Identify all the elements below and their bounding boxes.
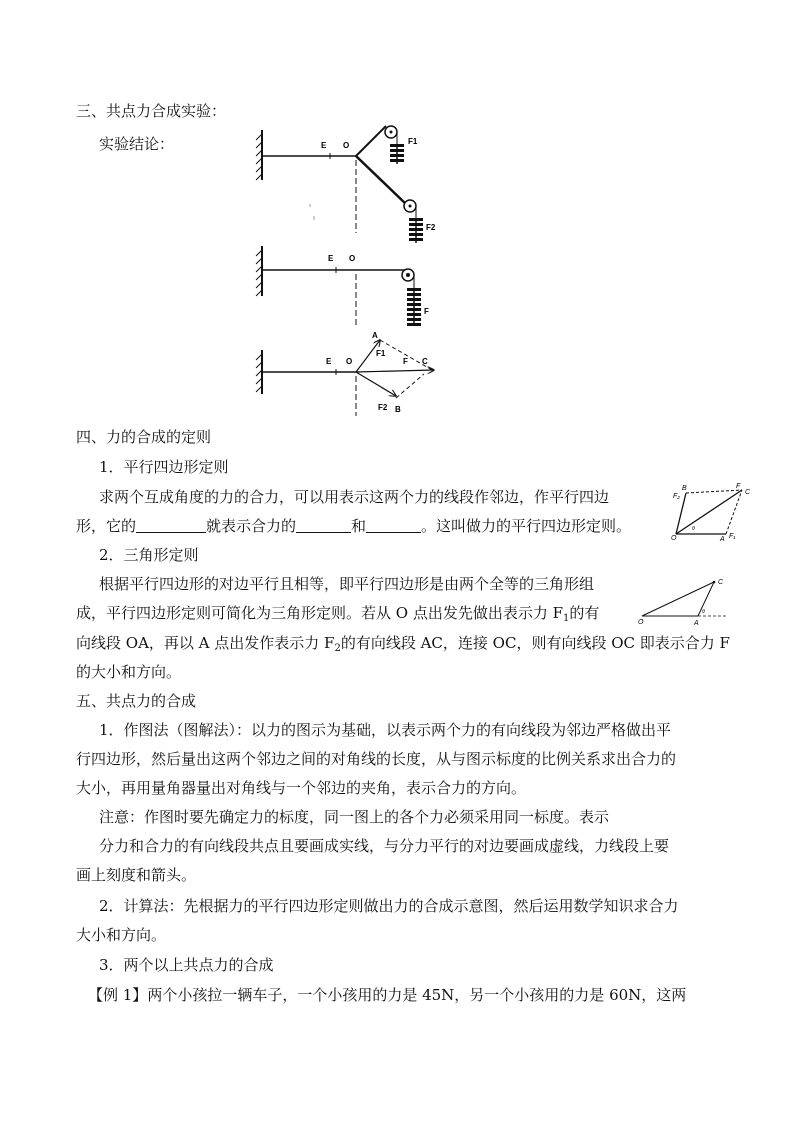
- note-line2: 分力和合力的有向线段共点且要画成实线，与分力平行的对边要画成虚线，力线段上要: [99, 837, 670, 855]
- section5-heading: 五、共点力的合成: [76, 692, 197, 710]
- note-line1: 注意：作图时要先确定力的标度，同一图上的各个力必须采用同一标度。表示: [99, 808, 610, 826]
- fill-blank: [136, 518, 206, 533]
- method2-line1: 2．计算法：先根据力的平行四边形定则做出力的合成示意图，然后运用数学知识求合力: [99, 897, 679, 915]
- experiment-figure: [248, 118, 448, 418]
- fill-blank: [366, 518, 421, 533]
- label-a: A: [720, 536, 725, 542]
- label-a: A: [372, 331, 378, 340]
- label-o: O: [343, 141, 350, 150]
- label-o: O: [349, 254, 356, 263]
- rule2-text-line2: 成，平行四边形定则可简化为三角形定则。若从 O 点出发先做出表示力 $F_1$的有: [76, 604, 600, 624]
- label-e: E: [321, 141, 327, 150]
- example1: [88, 985, 686, 1005]
- conclusion-label: 实验结论：: [99, 135, 175, 153]
- triangle-figure: [636, 574, 734, 626]
- method2-line2: 大小和方向。: [76, 926, 167, 944]
- label-f1: F₁: [729, 533, 736, 540]
- label-o: O: [346, 357, 353, 366]
- label-c: C: [745, 489, 751, 496]
- note-line3: 画上刻度和箭头。: [76, 866, 197, 884]
- label-f: F: [424, 307, 429, 316]
- rule2-text-line4: 的大小和方向。: [76, 663, 182, 681]
- rule1-text-line2: 形，它的 就表示合力的 和 。这叫做力的平行四边形定则。: [76, 517, 632, 535]
- label-f: F: [403, 357, 408, 366]
- example-text: 两个小孩拉一辆车子，一个小孩用的力是 45N，另一个小孩用的力是 60N，这两: [147, 986, 687, 1004]
- label-e: E: [328, 254, 334, 263]
- label-f2: F2: [426, 223, 436, 232]
- label-e: E: [326, 357, 332, 366]
- method3-title: 3．两个以上共点力的合成: [99, 956, 274, 974]
- label-a: A: [694, 620, 699, 626]
- rule1-title: 1．平行四边形定则: [99, 458, 229, 476]
- label-f2: F2: [378, 403, 388, 412]
- section3-heading: 三、共点力合成实验：: [76, 102, 227, 120]
- label-b: B: [395, 405, 401, 414]
- fill-blank: [296, 518, 351, 533]
- apparatus-top: [256, 126, 436, 243]
- example-tag: 【例 1】: [88, 986, 148, 1004]
- label-f1: F1: [408, 137, 418, 146]
- method1-line1: 1．作图法（图解法）：以力的图示为基础，以表示两个力的有向线段为邻边严格做出平: [99, 721, 672, 739]
- label-f: F: [736, 483, 741, 490]
- label-o: O: [638, 619, 644, 626]
- label-f1: F1: [376, 349, 386, 358]
- rule2-text-line1: 根据平行四边形的对边平行且相等，即平行四边形是由两个全等的三角形组: [99, 575, 595, 593]
- apparatus-bottom: [256, 331, 434, 416]
- rule1-text-line1: 求两个互成角度的力的合力，可以用表示这两个力的线段作邻边，作平行四边: [99, 488, 610, 506]
- method1-line2: 行四边形，然后量出这两个邻边之间的对角线的长度，从与图示标度的比例关系求出合力的: [76, 750, 677, 768]
- label-c: C: [718, 579, 724, 586]
- label-theta: θ: [702, 609, 705, 615]
- label-c: C: [422, 357, 428, 366]
- apparatus-middle: [256, 246, 429, 328]
- rule2-text-line3: 向线段 OA，再以 A 点出发作表示力 $F_2$的有向线段 AC，连接 OC，则有向线段 OC 即表示合力 F: [76, 634, 730, 654]
- method1-line3: 大小，再用量角器量出对角线与一个邻边的夹角，表示合力的方向。: [76, 779, 527, 797]
- parallelogram-figure: [666, 480, 756, 542]
- rule2-title: 2．三角形定则: [99, 546, 199, 564]
- label-b: B: [682, 485, 687, 492]
- label-theta: θ: [692, 526, 695, 532]
- label-f2: F₂: [673, 493, 680, 500]
- label-o: O: [671, 535, 677, 542]
- section4-heading: 四、力的合成的定则: [76, 428, 212, 446]
